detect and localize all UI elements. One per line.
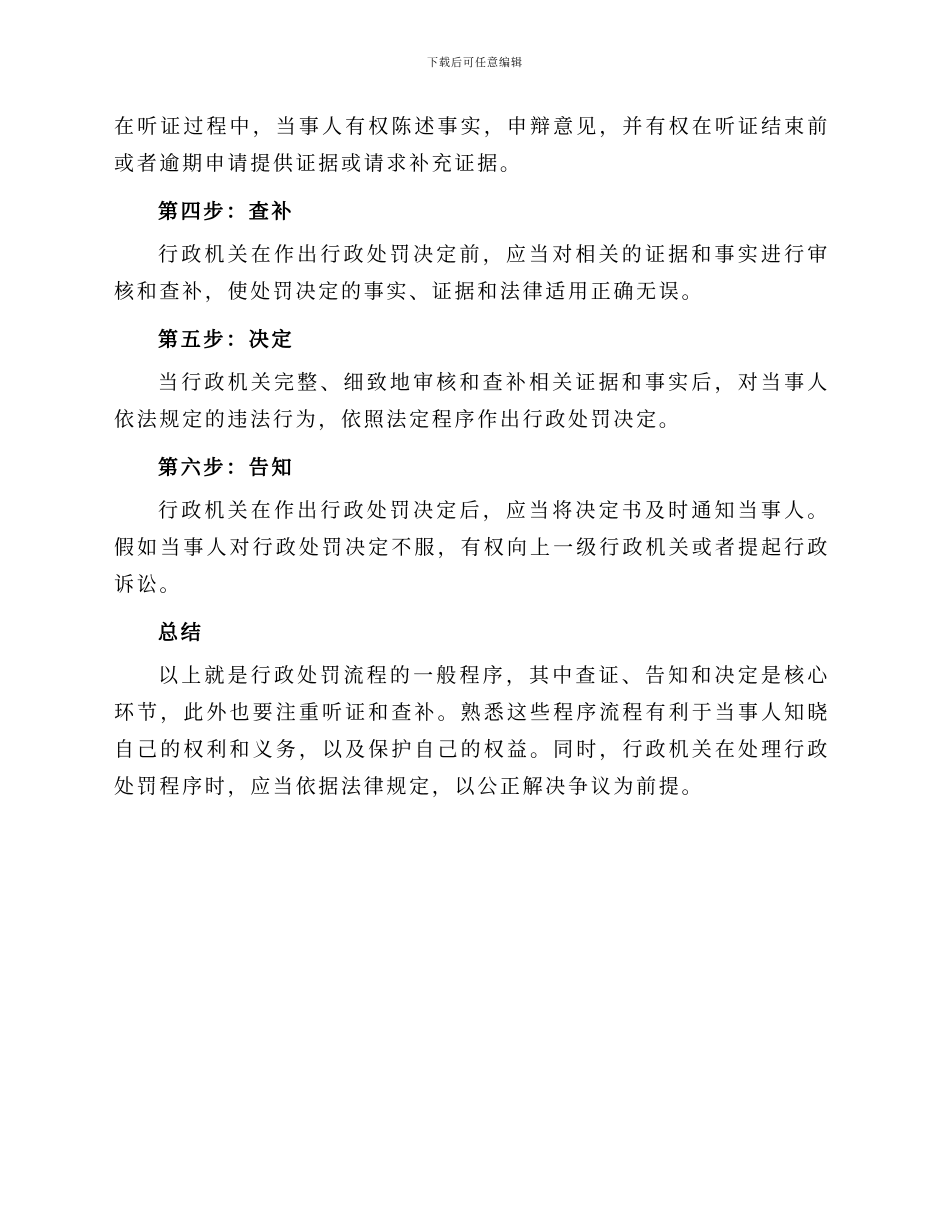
heading-step-four: 第四步：查补 bbox=[158, 199, 295, 223]
paragraph-step-six: 行政机关在作出行政处罚决定后，应当将决定书及时通知当事人。假如当事人对行政处罚决定不服，有权向上一级行政机关或者提起行政诉讼。 bbox=[114, 498, 830, 596]
heading-step-six: 第六步：告知 bbox=[158, 455, 295, 479]
paragraph-step-five: 当行政机关完整、细致地审核和查补相关证据和事实后，对当事人依法规定的违法行为，依照法定程序作出行政处罚决定。 bbox=[114, 370, 830, 431]
heading-summary: 总结 bbox=[158, 620, 204, 644]
paragraph-summary: 以上就是行政处罚流程的一般程序，其中查证、告知和决定是核心环节，此外也要注重听证和查补。熟悉这些程序流程有利于当事人知晓自己的权利和义务，以及保护自己的权益。同时，行政机关在处理行政处罚程序时，应当依据法律规定，以公正解决争议为前提。 bbox=[114, 663, 830, 798]
paragraph-step-four: 行政机关在作出行政处罚决定前，应当对相关的证据和事实进行审核和查补，使处罚决定的事实、证据和法律适用正确无误。 bbox=[114, 242, 830, 303]
heading-step-five: 第五步：决定 bbox=[158, 327, 295, 351]
page-header: 下载后可任意编辑 bbox=[427, 56, 523, 69]
document-body bbox=[114, 108, 830, 805]
paragraph-hearing: 在听证过程中，当事人有权陈述事实，申辩意见，并有权在听证结束前或者逾期申请提供证据或请求补充证据。 bbox=[114, 114, 830, 175]
